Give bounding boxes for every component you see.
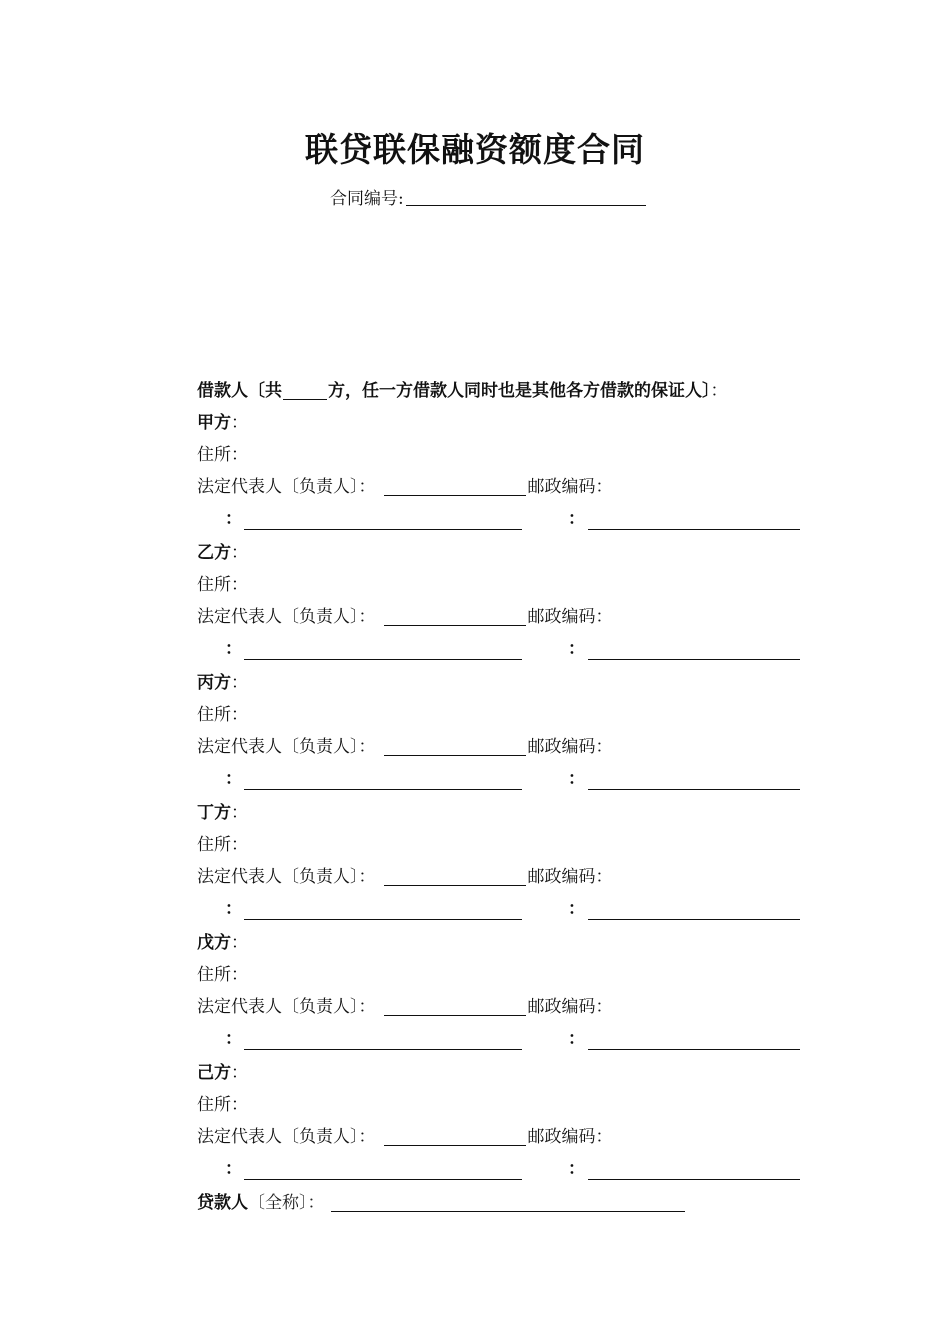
contact-row bbox=[197, 763, 807, 797]
contact-colon: ： bbox=[225, 639, 242, 659]
contact-field-1[interactable] bbox=[244, 1159, 522, 1180]
address-label: 住所： bbox=[197, 575, 248, 595]
contact-field-2[interactable] bbox=[588, 899, 800, 920]
document-body bbox=[197, 375, 807, 1219]
contact-colon: ： bbox=[568, 1029, 585, 1049]
party-name-row bbox=[197, 667, 807, 699]
contact-colon: ： bbox=[568, 639, 585, 659]
party-name-colon: ： bbox=[231, 413, 248, 433]
postal-code-label: 邮政编码： bbox=[527, 477, 613, 497]
borrower-header bbox=[197, 375, 807, 407]
address-row bbox=[197, 439, 807, 471]
party-count-field[interactable] bbox=[283, 379, 327, 400]
address-label: 住所： bbox=[197, 965, 248, 985]
representative-label: 法定代表人〔负责人〕： bbox=[197, 997, 376, 1017]
contact-field-2[interactable] bbox=[588, 769, 800, 790]
representative-label: 法定代表人〔负责人〕： bbox=[197, 607, 376, 627]
contact-row bbox=[197, 1153, 807, 1187]
representative-row bbox=[197, 991, 807, 1023]
party-name-row bbox=[197, 927, 807, 959]
party-block bbox=[197, 797, 807, 927]
contact-colon: ： bbox=[225, 509, 242, 529]
borrower-header-suffix: 方，任一方借款人同时也是其他各方借款的保证人〕 bbox=[328, 381, 711, 401]
lender-note: 〔全称〕： bbox=[248, 1193, 325, 1213]
party-block bbox=[197, 927, 807, 1057]
contact-field-1[interactable] bbox=[244, 509, 522, 530]
postal-code-label: 邮政编码： bbox=[527, 867, 613, 887]
party-block bbox=[197, 1057, 807, 1187]
borrower-header-colon: ： bbox=[710, 381, 728, 401]
contact-row bbox=[197, 633, 807, 667]
lender-name-field[interactable] bbox=[331, 1191, 685, 1212]
representative-row bbox=[197, 601, 807, 633]
address-label: 住所： bbox=[197, 445, 248, 465]
contact-field-1[interactable] bbox=[244, 639, 522, 660]
representative-row bbox=[197, 861, 807, 893]
address-row bbox=[197, 959, 807, 991]
contact-field-2[interactable] bbox=[588, 639, 800, 660]
representative-label: 法定代表人〔负责人〕： bbox=[197, 477, 376, 497]
representative-field[interactable] bbox=[384, 995, 526, 1016]
address-row bbox=[197, 699, 807, 731]
lender-row bbox=[197, 1187, 807, 1219]
borrower-header-prefix: 借款人〔共 bbox=[197, 381, 282, 401]
contact-row bbox=[197, 893, 807, 927]
contact-field-2[interactable] bbox=[588, 1159, 800, 1180]
party-name: 甲方 bbox=[197, 413, 231, 433]
lender-label: 贷款人 bbox=[197, 1193, 248, 1213]
address-row bbox=[197, 829, 807, 861]
party-name-colon: ： bbox=[231, 933, 248, 953]
contact-colon: ： bbox=[225, 1159, 242, 1179]
contact-row bbox=[197, 1023, 807, 1057]
contract-number-label: 合同编号: bbox=[330, 189, 404, 209]
address-row bbox=[197, 569, 807, 601]
postal-code-label: 邮政编码： bbox=[527, 607, 613, 627]
address-label: 住所： bbox=[197, 835, 248, 855]
contract-number-row bbox=[330, 184, 646, 209]
contact-field-2[interactable] bbox=[588, 509, 800, 530]
representative-row bbox=[197, 731, 807, 763]
party-name: 己方 bbox=[197, 1063, 231, 1083]
address-row bbox=[197, 1089, 807, 1121]
party-name-colon: ： bbox=[231, 1063, 248, 1083]
representative-row bbox=[197, 471, 807, 503]
contact-colon: ： bbox=[568, 769, 585, 789]
contact-colon: ： bbox=[225, 769, 242, 789]
representative-label: 法定代表人〔负责人〕： bbox=[197, 867, 376, 887]
address-label: 住所： bbox=[197, 705, 248, 725]
party-name: 乙方 bbox=[197, 543, 231, 563]
contact-field-1[interactable] bbox=[244, 1029, 522, 1050]
postal-code-label: 邮政编码： bbox=[527, 737, 613, 757]
representative-label: 法定代表人〔负责人〕： bbox=[197, 737, 376, 757]
representative-field[interactable] bbox=[384, 1125, 526, 1146]
contact-field-2[interactable] bbox=[588, 1029, 800, 1050]
party-name: 戊方 bbox=[197, 933, 231, 953]
contract-number-field[interactable] bbox=[406, 187, 646, 206]
representative-field[interactable] bbox=[384, 475, 526, 496]
party-name-colon: ： bbox=[231, 803, 248, 823]
contact-field-1[interactable] bbox=[244, 769, 522, 790]
contact-field-1[interactable] bbox=[244, 899, 522, 920]
representative-label: 法定代表人〔负责人〕： bbox=[197, 1127, 376, 1147]
representative-field[interactable] bbox=[384, 605, 526, 626]
contact-colon: ： bbox=[568, 899, 585, 919]
representative-field[interactable] bbox=[384, 735, 526, 756]
contact-colon: ： bbox=[568, 1159, 585, 1179]
representative-row bbox=[197, 1121, 807, 1153]
postal-code-label: 邮政编码： bbox=[527, 997, 613, 1017]
party-name-row bbox=[197, 407, 807, 439]
contact-colon: ： bbox=[568, 509, 585, 529]
contact-colon: ： bbox=[225, 1029, 242, 1049]
contact-colon: ： bbox=[225, 899, 242, 919]
representative-field[interactable] bbox=[384, 865, 526, 886]
party-block bbox=[197, 667, 807, 797]
party-name-row bbox=[197, 1057, 807, 1089]
address-label: 住所： bbox=[197, 1095, 248, 1115]
party-name-colon: ： bbox=[231, 673, 248, 693]
party-name: 丙方 bbox=[197, 673, 231, 693]
party-name-colon: ： bbox=[231, 543, 248, 563]
document-title: 联贷联保融资额度合同 bbox=[305, 130, 645, 169]
contact-row bbox=[197, 503, 807, 537]
party-name-row bbox=[197, 797, 807, 829]
party-name-row bbox=[197, 537, 807, 569]
party-block bbox=[197, 537, 807, 667]
postal-code-label: 邮政编码： bbox=[527, 1127, 613, 1147]
party-name: 丁方 bbox=[197, 803, 231, 823]
party-block bbox=[197, 407, 807, 537]
